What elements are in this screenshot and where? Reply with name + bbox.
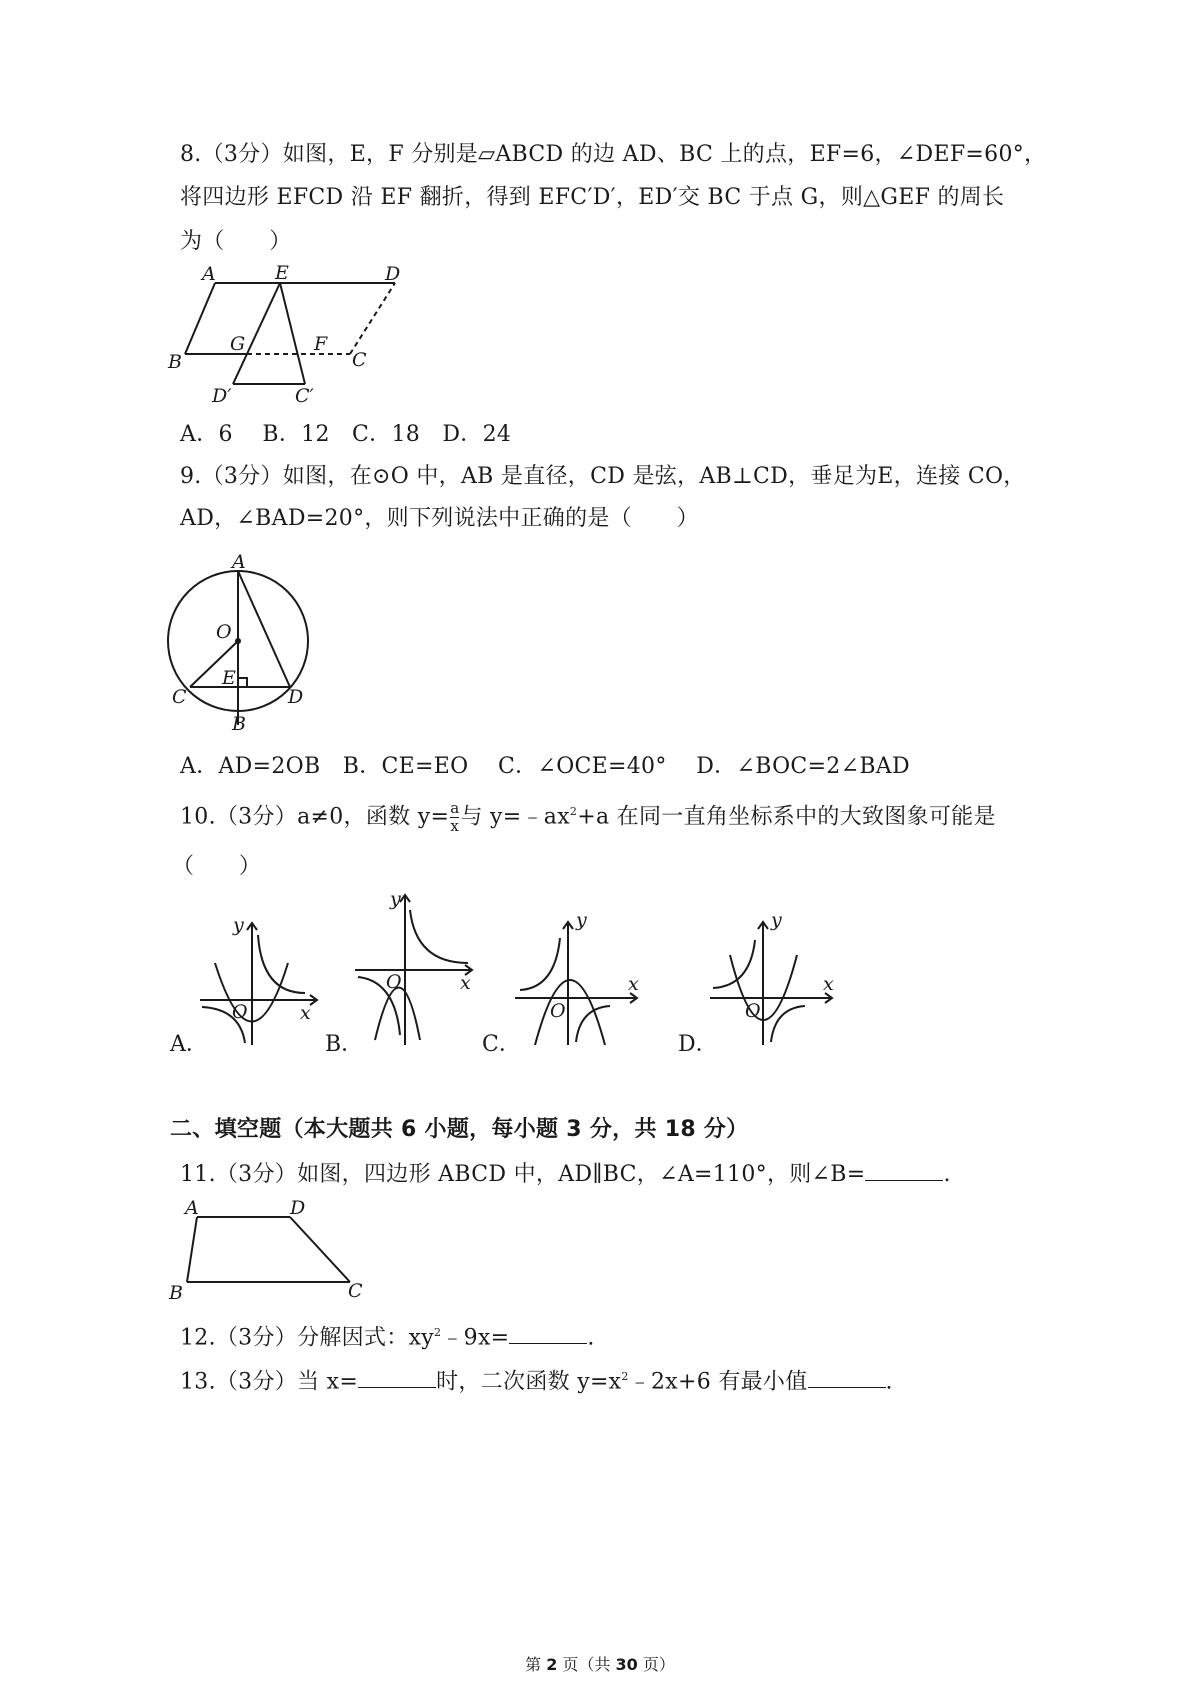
q10-line-2: （ ） [172,854,262,879]
q12-sup: 2 [434,1326,442,1339]
q10b-o-label: O [386,971,402,993]
q10-option-d: D． [678,1032,718,1057]
q8-line-1: 8.（3分）如图，E，F 分别是▱ABCD 的边 AD、BC 上的点，EF=6，∠DEF=60°， [180,142,1047,167]
q13-middle1: 时，二次函数 y=x [436,1369,622,1395]
q9-label-a: A [232,551,246,573]
q10-middle: 与 y=﹣ax [460,804,570,830]
q10-frac-den: x [450,816,460,835]
q10-graph-b [350,885,480,1050]
q9-label-d: D [288,686,304,708]
q8-label-c-prime: C′ [295,385,314,407]
q10b-y-label: y [390,888,401,910]
q8-line-2: 将四边形 EFCD 沿 EF 翻折，得到 EFC′D′，ED′交 BC 于点 G，则△GEF 的周长 [180,185,1005,210]
q9-label-o: O [216,621,232,643]
page-footer [0,1652,1200,1675]
q12-prefix: 12.（3分）分解因式：xy [180,1325,435,1351]
footer-mid: 页（共 [557,1655,616,1674]
q9-line-2: AD，∠BAD=20°，则下列说法中正确的是（ ） [180,506,699,531]
q10a-y-label: y [233,914,244,936]
q8-parallelogram-figure [160,260,420,410]
q9-label-e: E [222,667,236,689]
q10d-x-label: x [823,973,834,995]
q10b-x-label: x [460,972,471,994]
q13-end: . [885,1369,893,1395]
q10-graph-c [510,910,645,1050]
q8-label-f: F [314,333,328,355]
q10-option-c: C． [482,1032,521,1057]
q13-middle2: ﹣2x+6 有最小值 [628,1369,808,1395]
q10-graph-d [705,910,840,1050]
footer-total-pages: 30 [615,1655,638,1674]
q13-line [180,1362,893,1397]
q10d-y-label: y [771,909,782,931]
q10d-o-label: O [745,1000,761,1022]
q12-line [180,1318,595,1353]
footer-suffix: 页） [637,1655,675,1674]
q10c-o-label: O [550,1000,566,1022]
q8-label-d: D [385,263,401,285]
q13-answer-blank-min[interactable] [808,1365,886,1388]
footer-prefix: 第 [525,1655,547,1674]
q8-label-c: C [352,349,367,371]
q10-graph-a [195,905,325,1050]
q10-option-b: B． [325,1032,364,1057]
q11-label-c: C [348,1280,363,1302]
q10-line-1 [180,797,996,835]
q8-line-3: 为（ ） [180,229,292,254]
q12-suffix: ﹣9x= [441,1325,510,1351]
q13-answer-blank-x[interactable] [358,1365,436,1388]
q10c-x-label: x [628,973,639,995]
q11-label-a: A [185,1197,199,1219]
q11-answer-blank[interactable] [865,1158,943,1181]
q9-line-1: 9.（3分）如图，在⊙O 中，AB 是直径，CD 是弦，AB⊥CD，垂足为E，连接 CO， [180,464,1026,489]
q8-options: A．6 B．12 C．18 D．24 [180,422,512,447]
q8-label-e: E [275,262,289,284]
q8-label-a: A [202,263,216,285]
q9-options: A．AD=2OB B．CE=EO C．∠OCE=40° D．∠BOC=2∠BAD [180,754,910,779]
q8-label-d-prime: D′ [212,385,232,407]
q11-line [180,1158,951,1190]
q10-suffix: +a 在同一直角坐标系中的大致图象可能是 [577,804,996,830]
section-2-heading: 二、填空题（本大题共 6 小题，每小题 3 分，共 18 分） [170,1117,749,1142]
q10-sup: 2 [569,805,578,818]
footer-page-number: 2 [546,1655,558,1674]
q10-fraction [450,800,459,835]
q9-circle-figure [160,550,330,740]
q11-end: . [943,1162,951,1187]
q13-prefix: 13.（3分）当 x= [180,1369,359,1395]
q10a-o-label: O [232,1001,248,1023]
q10a-x-label: x [300,1002,311,1024]
q13-sup: 2 [621,1370,629,1383]
q12-end: . [587,1325,595,1351]
q11-label-d: D [290,1197,306,1219]
q10-frac-num: a [450,798,460,817]
q10-prefix: 10.（3分）a≠0，函数 y= [180,804,450,830]
q8-label-b: B [168,351,182,373]
q10c-y-label: y [576,909,587,931]
q11-trapezoid-figure [165,1195,375,1305]
q11-text: 11.（3分）如图，四边形 ABCD 中，AD∥BC，∠A=110°，则∠B= [180,1162,866,1187]
q12-answer-blank[interactable] [509,1321,587,1344]
q10-option-a: A． [170,1032,208,1057]
q11-label-b: B [169,1282,183,1304]
q9-label-b: B [232,713,246,735]
q9-label-c: C [172,686,187,708]
q8-label-g: G [230,333,246,355]
